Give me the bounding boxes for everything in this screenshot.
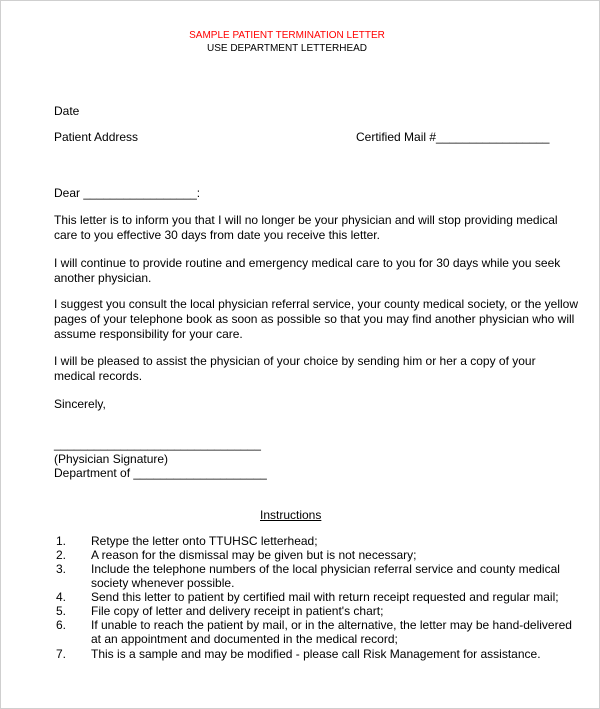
instruction-number: 2. [56,548,67,562]
certified-mail-line: Certified Mail #_________________ [356,130,550,144]
instruction-number: 6. [56,618,67,632]
date-label: Date [54,104,80,118]
instruction-number: 1. [56,534,67,548]
salutation: Dear _________________: [54,186,201,200]
instruction-text: Include the telephone numbers of the local physician referral service and county medical society whenever possible. [91,562,560,590]
paragraph-3: I suggest you consult the local physician referral service, your county medical society, or the yellow pages of your telephone book as soon as possible so that you may find another physician who will assume responsibility for your care. [54,297,579,341]
department-line: Department of ____________________ [54,466,267,480]
instruction-number: 4. [56,590,67,604]
paragraph-4: I will be pleased to assist the physician of your choice by sending him or her a copy of your medical records. [54,354,536,383]
closing: Sincerely, [54,397,106,411]
signature-label: (Physician Signature) [54,452,169,466]
instruction-text: A reason for the dismissal may be given but is not necessary; [91,548,417,562]
patient-address-label: Patient Address [54,130,139,144]
instruction-text: File copy of letter and delivery receipt in patient's chart; [91,604,384,618]
instruction-number: 3. [56,562,67,576]
instruction-text: Retype the letter onto TTUHSC letterhead; [91,534,318,548]
document-subtitle: USE DEPARTMENT LETTERHEAD [206,43,368,54]
paragraph-1: This letter is to inform you that I will no longer be your physician and will stop providing medical care to you effective 30 days from date you receive this letter. [54,213,558,242]
paragraph-2: I will continue to provide routine and emergency medical care to you for 30 days while you seek another physician. [54,256,561,285]
instruction-number: 7. [56,647,67,661]
signature-line: _______________________________ [54,437,261,451]
instruction-text: If unable to reach the patient by mail, or in the alternative, the letter may be hand-delivered at an appointment and documented in the medical record; [91,618,572,646]
instructions-title: Instructions [260,508,322,522]
instruction-text: Send this letter to patient by certified mail with return receipt requested and regular mail; [91,590,559,604]
document-title: SAMPLE PATIENT TERMINATION LETTER [189,30,385,41]
instruction-number: 5. [56,604,67,618]
instruction-text: This is a sample and may be modified - please call Risk Management for assistance. [91,647,541,661]
